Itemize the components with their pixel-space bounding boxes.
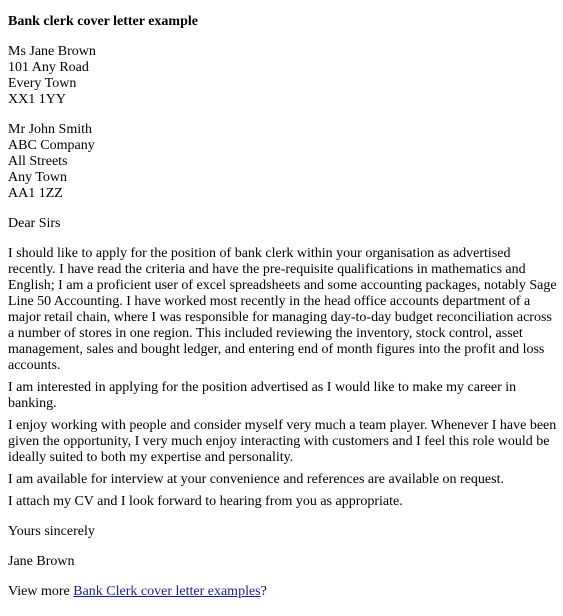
recipient-town: Any Town	[8, 170, 68, 185]
body-paragraph-qualifications: I should like to apply for the position of bank clerk within your organisation as advertised recently. I have read the criteria and have the pre-requisite qualifications in mathematics and English; I am a proficient user of excel spreadsheets and some accounting packages, notably Sage Line 50 Accounting. I have worked most recently in the head office accounts department of a major retail chain, where I was responsible for managing day-to-day budget reconciliation across a number of stores in one region. This included reviewing the inventory, stock control, asset management, sales and bought ledger, and entering end of month figures into the profit and loss accounts.	[8, 246, 557, 373]
body-paragraph-interest: I am interested in applying for the position advertised as I would like to make my career in banking.	[8, 380, 517, 411]
sender-town: Every Town	[8, 76, 77, 91]
body-paragraph-availability: I am available for interview at your convenience and references are available on request.	[8, 472, 504, 487]
salutation: Dear Sirs	[8, 216, 61, 231]
recipient-street: All Streets	[8, 154, 68, 169]
recipient-address	[8, 122, 561, 202]
view-more-line	[8, 584, 561, 600]
recipient-name: Mr John Smith	[8, 122, 93, 137]
body-paragraph-teamwork: I enjoy working with people and consider myself very much a team player. Whenever I have been given the opportunity, I very much enjoy interacting with customers and I feel this role would be ideally suited to both my expertise and personality.	[8, 418, 557, 465]
cover-letter	[8, 14, 561, 600]
sender-street: 101 Any Road	[8, 60, 89, 75]
closing: Yours sincerely	[8, 524, 95, 539]
sender-address	[8, 44, 561, 108]
recipient-company: ABC Company	[8, 138, 95, 153]
sender-postcode: XX1 1YY	[8, 92, 66, 107]
view-more-suffix: ?	[260, 584, 267, 599]
sender-name: Ms Jane Brown	[8, 44, 96, 59]
signature: Jane Brown	[8, 554, 75, 569]
more-examples-link[interactable]: Bank Clerk cover letter examples	[73, 584, 261, 599]
recipient-postcode: AA1 1ZZ	[8, 186, 63, 201]
body-paragraph-attachment: I attach my CV and I look forward to hearing from you as appropriate.	[8, 494, 403, 509]
view-more-prefix: View more	[8, 584, 74, 599]
page-title: Bank clerk cover letter example	[8, 14, 198, 29]
